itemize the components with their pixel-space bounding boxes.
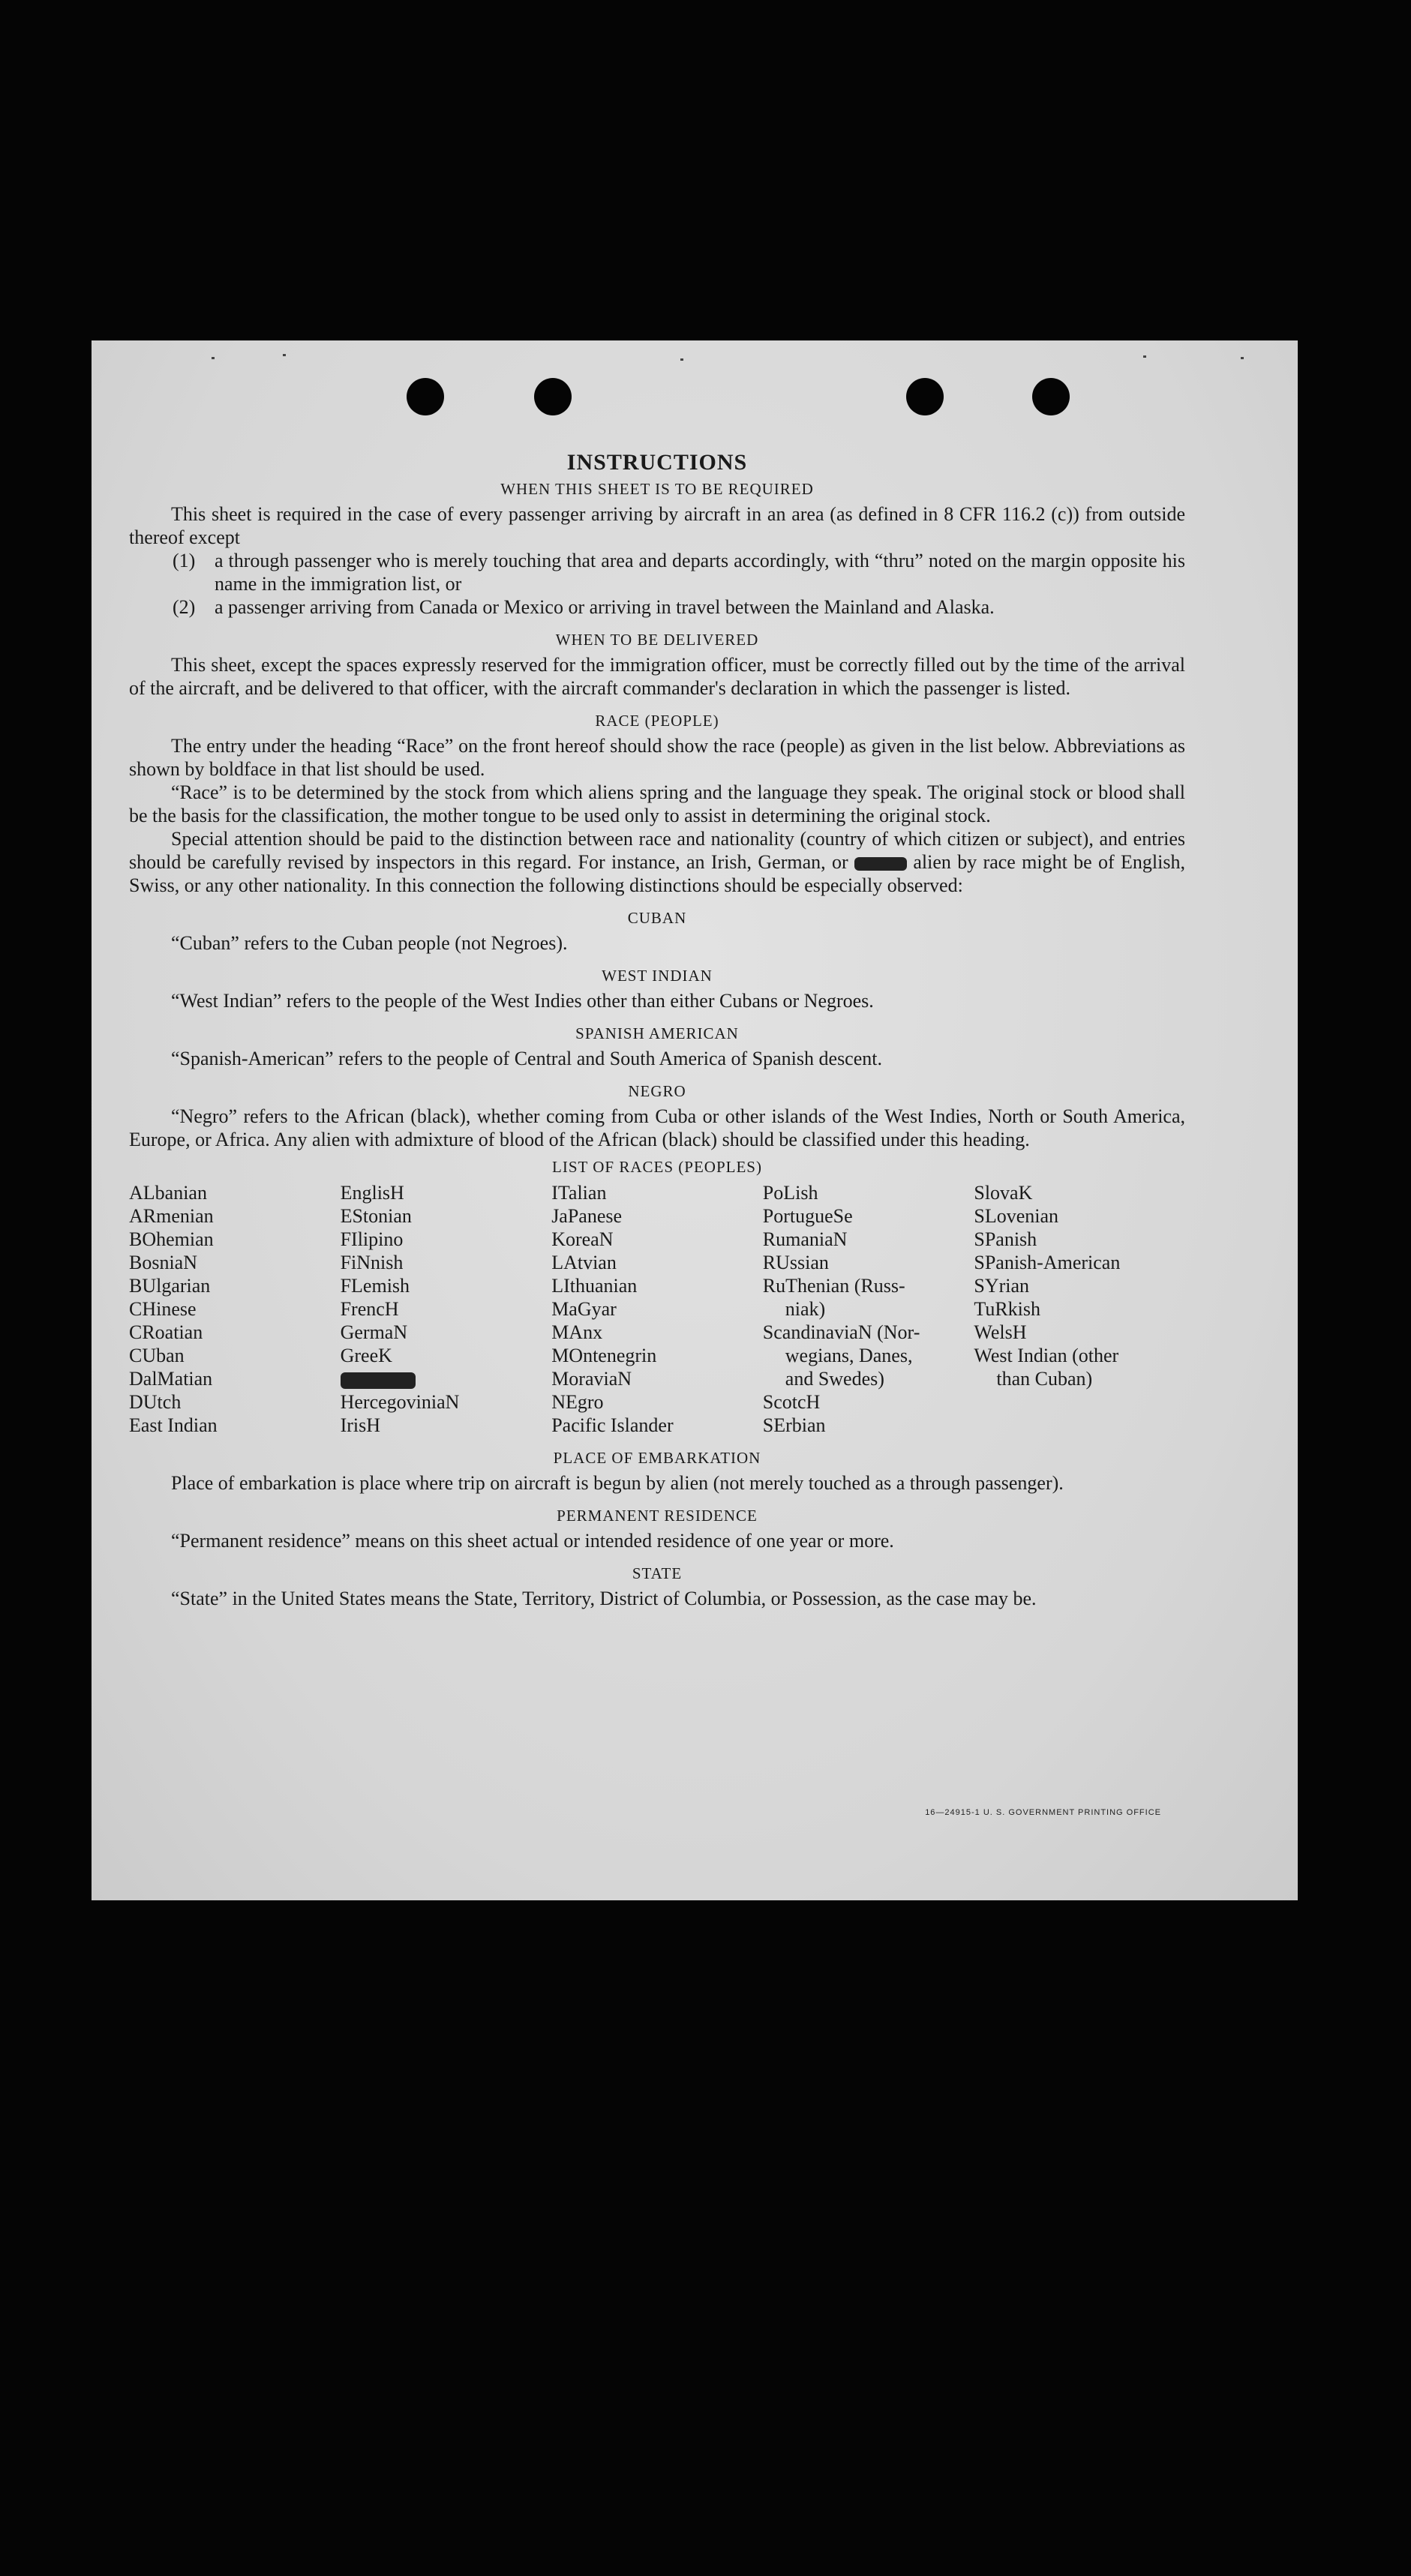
paragraph: This sheet is required in the case of every passenger arriving by aircraft in an area (as defined in 8 CFR 116.2 (c)) from outside thereof except xyxy=(129,503,1185,548)
punch-hole xyxy=(534,378,572,415)
paragraph: The entry under the heading “Race” on the front hereof should show the race (people) as given in the list below. Abbreviations as shown by boldface in that list should be used. xyxy=(129,735,1185,780)
paragraph: “Permanent residence” means on this sheet actual or intended residence of one year or more. xyxy=(171,1530,894,1552)
race-item: West Indian (other xyxy=(974,1345,1119,1366)
section-heading: SPANISH AMERICAN xyxy=(575,1024,739,1042)
races-column xyxy=(763,1181,974,1437)
race-item: DUtch xyxy=(129,1391,182,1413)
paragraph: Special attention should be paid to the distinction between race and nationality (country of which citizen or subject), and entries should be carefully revised by inspectors in this regard. For instance, an Irish, German, or alien by race might be of English, Swiss, or any other nationality. In this connection the following distinctions should be especially observed: xyxy=(129,828,1185,896)
race-item: SPanish xyxy=(974,1228,1037,1250)
race-item: BUlgarian xyxy=(129,1275,211,1297)
race-item: LIthuanian xyxy=(551,1275,638,1297)
punch-hole xyxy=(906,378,944,415)
race-item: SLovenian xyxy=(974,1205,1059,1227)
race-item: ALbanian xyxy=(129,1182,207,1204)
section-heading: WEST INDIAN xyxy=(602,967,713,985)
instructions-content xyxy=(129,449,1185,1610)
race-item: DalMatian xyxy=(129,1368,213,1390)
race-item: BosniaN xyxy=(129,1252,197,1273)
races-list xyxy=(129,1181,1185,1437)
race-item: FrencH xyxy=(340,1298,399,1320)
paragraph: “State” in the United States means the State, Territory, District of Columbia, or Possession, as the case may be. xyxy=(171,1588,1037,1609)
race-item: JaPanese xyxy=(551,1205,623,1227)
races-column xyxy=(341,1181,552,1437)
race-item: SYrian xyxy=(974,1275,1030,1297)
list-item: (2) a passenger arriving from Canada or Mexico or arriving in travel between the Mainland and Alaska. xyxy=(173,596,995,618)
race-item: GreeK xyxy=(340,1345,392,1366)
race-item: KoreaN xyxy=(551,1228,614,1250)
race-item: FiNnish xyxy=(340,1252,404,1273)
paragraph: “West Indian” refers to the people of the West Indies other than either Cubans or Negroes. xyxy=(171,990,874,1012)
list-item: (1) a through passenger who is merely touching that area and departs accordingly, with “thru” noted on the margin opposite his name in the immigration list, or xyxy=(173,550,1185,595)
races-column xyxy=(974,1181,1185,1437)
race-item: Pacific Islander xyxy=(551,1414,674,1436)
section-heading: CUBAN xyxy=(627,909,687,927)
printing-office-code: 16—24915-1 U. S. GOVERNMENT PRINTING OFFICE xyxy=(925,1808,1161,1817)
race-item: PortugueSe xyxy=(762,1205,853,1227)
punch-hole xyxy=(407,378,444,415)
section-heading: PLACE OF EMBARKATION xyxy=(553,1449,761,1467)
race-item: WelsH xyxy=(974,1321,1027,1343)
race-item: MoraviaN xyxy=(551,1368,632,1390)
race-item: than Cuban) xyxy=(996,1368,1093,1390)
redaction-mark xyxy=(854,857,907,871)
paragraph: “Cuban” refers to the Cuban people (not Negroes). xyxy=(171,932,568,954)
paragraph: “Race” is to be determined by the stock from which aliens spring and the language they speak. The original stock or blood shall be the basis for the classification, the mother tongue to be used only to assist in determining the original stock. xyxy=(129,781,1185,826)
paragraph: “Negro” refers to the African (black), whether coming from Cuba or other islands of the West Indies, North or South America, Europe, or Africa. Any alien with admixture of blood of the African (black) should be classified under this heading. xyxy=(129,1105,1185,1150)
race-item: SlovaK xyxy=(974,1182,1033,1204)
race-item: LAtvian xyxy=(551,1252,617,1273)
race-item: niak) xyxy=(785,1298,826,1320)
section-heading: WHEN TO BE DELIVERED xyxy=(555,631,759,649)
race-item: ScandinaviaN (Nor- xyxy=(762,1321,920,1343)
paragraph: “Spanish-American” refers to the people of Central and South America of Spanish descent. xyxy=(171,1048,882,1069)
race-item: CRoatian xyxy=(129,1321,203,1343)
race-item: ARmenian xyxy=(129,1205,214,1227)
race-item: MAnx xyxy=(551,1321,603,1343)
race-item: EnglisH xyxy=(340,1182,404,1204)
race-item: CHinese xyxy=(129,1298,197,1320)
race-item: CUban xyxy=(129,1345,185,1366)
race-item: HercegoviniaN xyxy=(340,1391,460,1413)
races-column xyxy=(551,1181,763,1437)
race-item: wegians, Danes, xyxy=(785,1345,913,1366)
race-item: RUssian xyxy=(762,1252,829,1273)
race-item: FIlipino xyxy=(340,1228,404,1250)
section-heading: RACE (PEOPLE) xyxy=(595,712,719,730)
race-item-redacted xyxy=(341,1367,552,1390)
race-item: MaGyar xyxy=(551,1298,617,1320)
paragraph: This sheet, except the spaces expressly reserved for the immigration officer, must be correctly filled out by the time of the arrival of the aircraft, and be delivered to that officer, with the aircraft commander's declaration in which the passenger is listed. xyxy=(129,654,1185,699)
race-item: FLemish xyxy=(340,1275,410,1297)
section-heading: STATE xyxy=(632,1564,683,1582)
section-heading: LIST OF RACES (PEOPLES) xyxy=(552,1158,762,1176)
race-item: ITalian xyxy=(551,1182,607,1204)
race-item: IrisH xyxy=(340,1414,381,1436)
paragraph: Place of embarkation is place where trip on aircraft is begun by alien (not merely touched as a through passenger). xyxy=(171,1472,1064,1494)
race-item: MOntenegrin xyxy=(551,1345,657,1366)
race-item: PoLish xyxy=(762,1182,818,1204)
race-item: East Indian xyxy=(129,1414,218,1436)
race-item: TuRkish xyxy=(974,1298,1041,1320)
race-item: BOhemian xyxy=(129,1228,214,1250)
race-item: EStonian xyxy=(340,1205,412,1227)
race-item: GermaN xyxy=(340,1321,408,1343)
race-item: SErbian xyxy=(762,1414,826,1436)
race-item: ScotcH xyxy=(762,1391,821,1413)
race-item: RuThenian (Russ- xyxy=(762,1275,905,1297)
redaction-mark xyxy=(341,1372,416,1389)
section-heading: WHEN THIS SHEET IS TO BE REQUIRED xyxy=(500,480,814,498)
document-sheet xyxy=(92,340,1298,1900)
punch-hole xyxy=(1032,378,1070,415)
race-item: NEgro xyxy=(551,1391,604,1413)
race-item: SPanish-American xyxy=(974,1252,1121,1273)
race-item: RumaniaN xyxy=(762,1228,848,1250)
races-column xyxy=(129,1181,341,1437)
page-title: INSTRUCTIONS xyxy=(566,450,748,475)
race-item: and Swedes) xyxy=(785,1368,884,1390)
section-heading: NEGRO xyxy=(628,1082,686,1100)
section-heading: PERMANENT RESIDENCE xyxy=(557,1507,758,1525)
